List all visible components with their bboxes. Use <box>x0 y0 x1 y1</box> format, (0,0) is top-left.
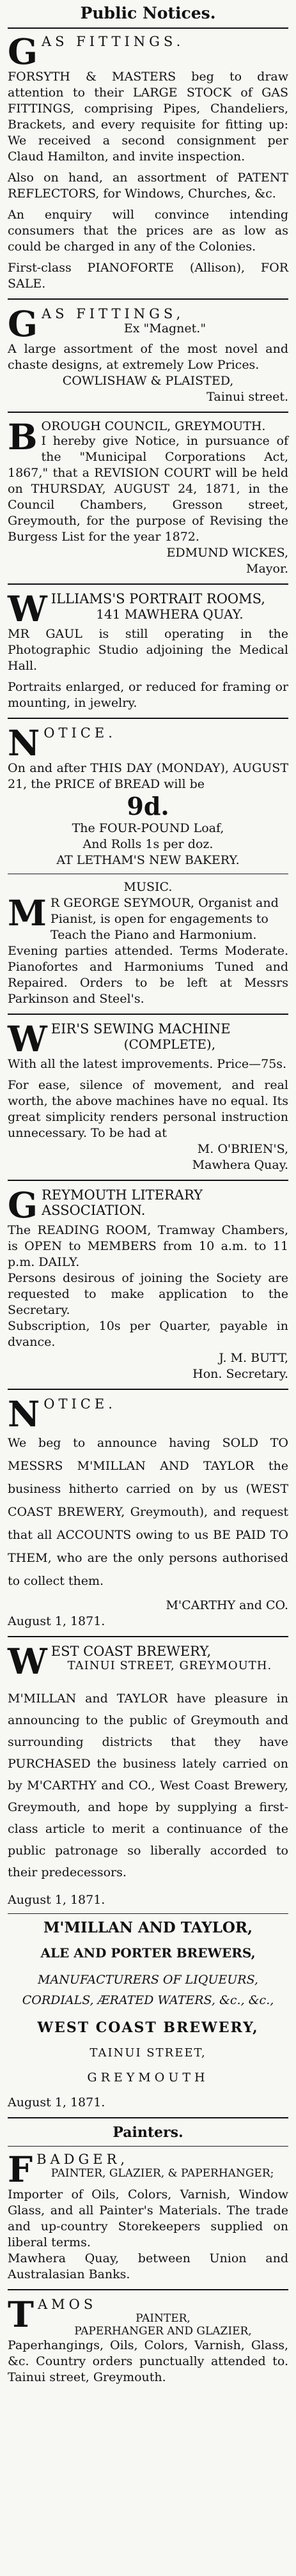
ad-line: ALE AND PORTER BREWERS, <box>40 1945 256 1961</box>
ad-amos <box>8 2294 288 2386</box>
divider <box>8 583 288 585</box>
ad-subtitle: 141 MAWHERA QUAY. <box>96 606 244 622</box>
dropcap: B <box>8 416 38 458</box>
dropcap: G <box>8 303 38 344</box>
ad-title: REYMOUTH LITERARY ASSOCIATION. <box>41 1187 203 1218</box>
ad-brewery-notice <box>8 1393 288 1630</box>
section-heading: Painters. <box>113 2124 183 2141</box>
section-heading: MUSIC. <box>123 880 173 894</box>
dropcap: W <box>8 588 47 629</box>
ad-title: AMOS <box>37 2297 97 2312</box>
ad-title: EIR'S SEWING MACHINE <box>51 1021 231 1037</box>
ad-paragraph: I hereby give Notice, in pursuance of the "Municipal Corporations Act, 1867," that a REVISION COURT will be held on THURSDAY, AUGUST 24, 1871, in the Council Chambers, Gresson street, Greymouth, for the purpose of Revising the Burgess List for the year 1872. <box>8 434 288 544</box>
divider <box>8 1180 288 1181</box>
dropcap: T <box>8 2294 34 2335</box>
ad-borough-council <box>8 416 288 577</box>
ad-literary-association <box>8 1184 288 1382</box>
ad-line: M'MILLAN AND TAYLOR, <box>43 1919 253 1936</box>
ad-weir-sewing <box>8 1018 288 1173</box>
ad-paragraph: MR GAUL is still operating in the Photographic Studio adjoining the Medical Hall. <box>8 627 288 673</box>
dropcap: N <box>8 722 40 764</box>
ad-paragraph: We beg to announce having SOLD TO MESSRS M'MILLAN AND TAYLOR the business hitherto carried on by us (WEST COAST BREWERY, Greymouth), and request that all ACCOUNTS owing to us BE PAID TO THEM, who are the only persons authorised to collect them. <box>8 1436 288 1588</box>
ad-line: TAINUI STREET, <box>90 2046 206 2060</box>
ad-gas-cowlishaw <box>8 303 288 405</box>
divider <box>8 1636 288 1637</box>
ad-line: WEST COAST BREWERY, <box>37 2019 259 2036</box>
ad-paragraph: M'MILLAN and TAYLOR have pleasure in announcing to the public of Greymouth and surrounding districts that they have PURCHASED the business lately carried on by M'CARTHY and CO., West Coast Brewery, Greymouth, and hope by supplying a first-class article to merit a continuance of the public patronage so liberally accorded to their predecessors. <box>8 1692 288 1879</box>
ad-paragraph: On and after THIS DAY (MONDAY), AUGUST 21, the PRICE of BREAD will be <box>8 761 288 791</box>
ad-subtitle: PAINTER, GLAZIER, & PAPERHANGER; <box>51 2167 274 2180</box>
ad-line: GREYMOUTH <box>87 2071 209 2085</box>
divider <box>8 2117 288 2118</box>
ad-line: MANUFACTURERS OF LIQUEURS, CORDIALS, ÆRATED WATERS, &c., &c., <box>22 1973 274 2007</box>
ad-subtitle: PAINTER, <box>136 2312 191 2325</box>
dropcap: G <box>8 31 38 72</box>
ad-date: August 1, 1871. <box>8 1614 105 1628</box>
ad-line: The FOUR-POUND Loaf, <box>72 821 224 835</box>
ad-title: OROUGH COUNCIL, GREYMOUTH. <box>41 419 266 433</box>
ad-subtitle: TAINUI STREET, GREYMOUTH. <box>67 1659 272 1672</box>
ad-gas-forsyth <box>8 31 288 292</box>
ad-signature: M'CARTHY and CO. <box>166 1598 288 1612</box>
divider <box>8 1913 288 1914</box>
divider <box>8 1389 288 1390</box>
dropcap: W <box>8 1018 47 1060</box>
ad-date: August 1, 1871. <box>8 1893 105 1907</box>
ad-west-coast-brewery <box>8 1640 288 1908</box>
ad-title: OTICE. <box>43 725 116 741</box>
dropcap: M <box>8 892 47 934</box>
ad-paragraph: Importer of Oils, Colors, Varnish, Window Glass, and all Painter's Materials. The trade and up-country Storekeepers supplied on liberal terms. <box>8 2187 288 2249</box>
ad-title: OTICE. <box>43 1396 116 1412</box>
divider <box>8 2146 288 2147</box>
ad-title: AS FITTINGS. <box>41 34 185 49</box>
dropcap: F <box>8 2148 33 2190</box>
ad-paragraph: Also on hand, an assortment of PATENT REFLECTORS, for Windows, Churches, &c. <box>8 171 288 201</box>
ad-mmillan-taylor <box>8 1919 288 2111</box>
ad-signature: M. O'BRIEN'S, <box>197 1142 288 1156</box>
page-title: Public Notices. <box>8 3 288 29</box>
ad-title: AS FITTINGS, <box>41 306 185 321</box>
ad-paragraph: R GEORGE SEYMOUR, Organist and Pianist, is open for engagements to Teach the Piano and Harmonium. <box>50 896 279 942</box>
ad-signature-role: Hon. Secretary. <box>192 1367 288 1381</box>
ad-subtitle: (COMPLETE), <box>123 1037 216 1052</box>
dropcap: N <box>8 1393 40 1435</box>
divider <box>8 2289 288 2290</box>
ad-bread-notice <box>8 722 288 868</box>
ad-signature: EDMUND WICKES, <box>166 546 288 560</box>
ad-line: AT LETHAM'S NEW BAKERY. <box>56 853 240 867</box>
ad-signature: COWLISHAW & PLAISTED, <box>62 374 234 388</box>
ad-line: And Rolls 1s per doz. <box>82 837 214 851</box>
ad-paragraph: First-class PIANOFORTE (Allison), FOR SALE. <box>8 261 288 291</box>
ad-paragraph: FORSYTH & MASTERS beg to draw attention to their LARGE STOCK of GAS FITTINGS, comprising Pipes, Chandeliers, Brackets, and every requisite for fitting up: We received a second consignment per Claud Hamilton, and invite inspection. <box>8 70 288 164</box>
ad-music <box>8 879 288 1007</box>
ad-title: EST COAST BREWERY, <box>51 1644 212 1659</box>
ad-paragraph: An enquiry will convince intending consumers that the prices are as low as could be charged in any of the Colonies. <box>8 208 288 254</box>
ad-paragraph: For ease, silence of movement, and real worth, the above machines have no equal. Its great simplicity renders personal instruction unnecessary. To be had at <box>8 1078 288 1140</box>
ad-subtitle: Ex "Magnet." <box>123 321 206 335</box>
divider <box>8 298 288 300</box>
dropcap: W <box>8 1640 47 1682</box>
ad-williams-portrait <box>8 588 288 711</box>
ad-subtitle: PAPERHANGER AND GLAZIER, <box>74 2325 252 2338</box>
divider <box>8 718 288 719</box>
divider <box>8 1014 288 1015</box>
ad-date: August 1, 1871. <box>8 2095 105 2109</box>
ad-address: Mawhera Quay, between Union and Australasian Banks. <box>8 2251 288 2281</box>
ad-paragraph: Evening parties attended. Terms Moderate. Pianofortes and Harmoniums Tuned and Repaired. Orders to be left at Messrs Parkinson and Steel's. <box>8 944 288 1006</box>
divider <box>8 412 288 413</box>
ad-paragraph: Persons desirous of joining the Society are requested to make application to the Secretary. <box>8 1271 288 1317</box>
ad-paragraph: Subscription, 10s per Quarter, payable in dvance. <box>8 1319 288 1349</box>
ad-paragraph: Portraits enlarged, or reduced for framing or mounting, in jewelry. <box>8 680 288 710</box>
ad-paragraph: Paperhangings, Oils, Colors, Varnish, Glass, &c. Country orders punctually attended to. Tainui street, Greymouth. <box>8 2338 288 2384</box>
ad-paragraph: With all the latest improvements. Price—75s. <box>8 1057 287 1071</box>
ad-paragraph: A large assortment of the most novel and chaste designs, at extremely Low Prices. <box>8 342 288 372</box>
ad-signature-role: Mayor. <box>246 562 288 576</box>
ad-paragraph: The READING ROOM, Tramway Chambers, is OPEN to MEMBERS from 10 a.m. to 11 p.m. DAILY. <box>8 1223 288 1269</box>
ad-badger <box>8 2148 288 2283</box>
ad-address: Mawhera Quay. <box>192 1158 288 1172</box>
ad-title: BADGER, <box>36 2152 129 2167</box>
painters-section <box>8 2125 288 2386</box>
dropcap: G <box>8 1184 38 1226</box>
bread-price: 9d. <box>127 792 169 821</box>
ad-signature: J. M. BUTT, <box>219 1351 288 1365</box>
ad-address: Tainui street. <box>206 390 288 404</box>
ad-title: ILLIAMS'S PORTRAIT ROOMS, <box>51 591 265 606</box>
